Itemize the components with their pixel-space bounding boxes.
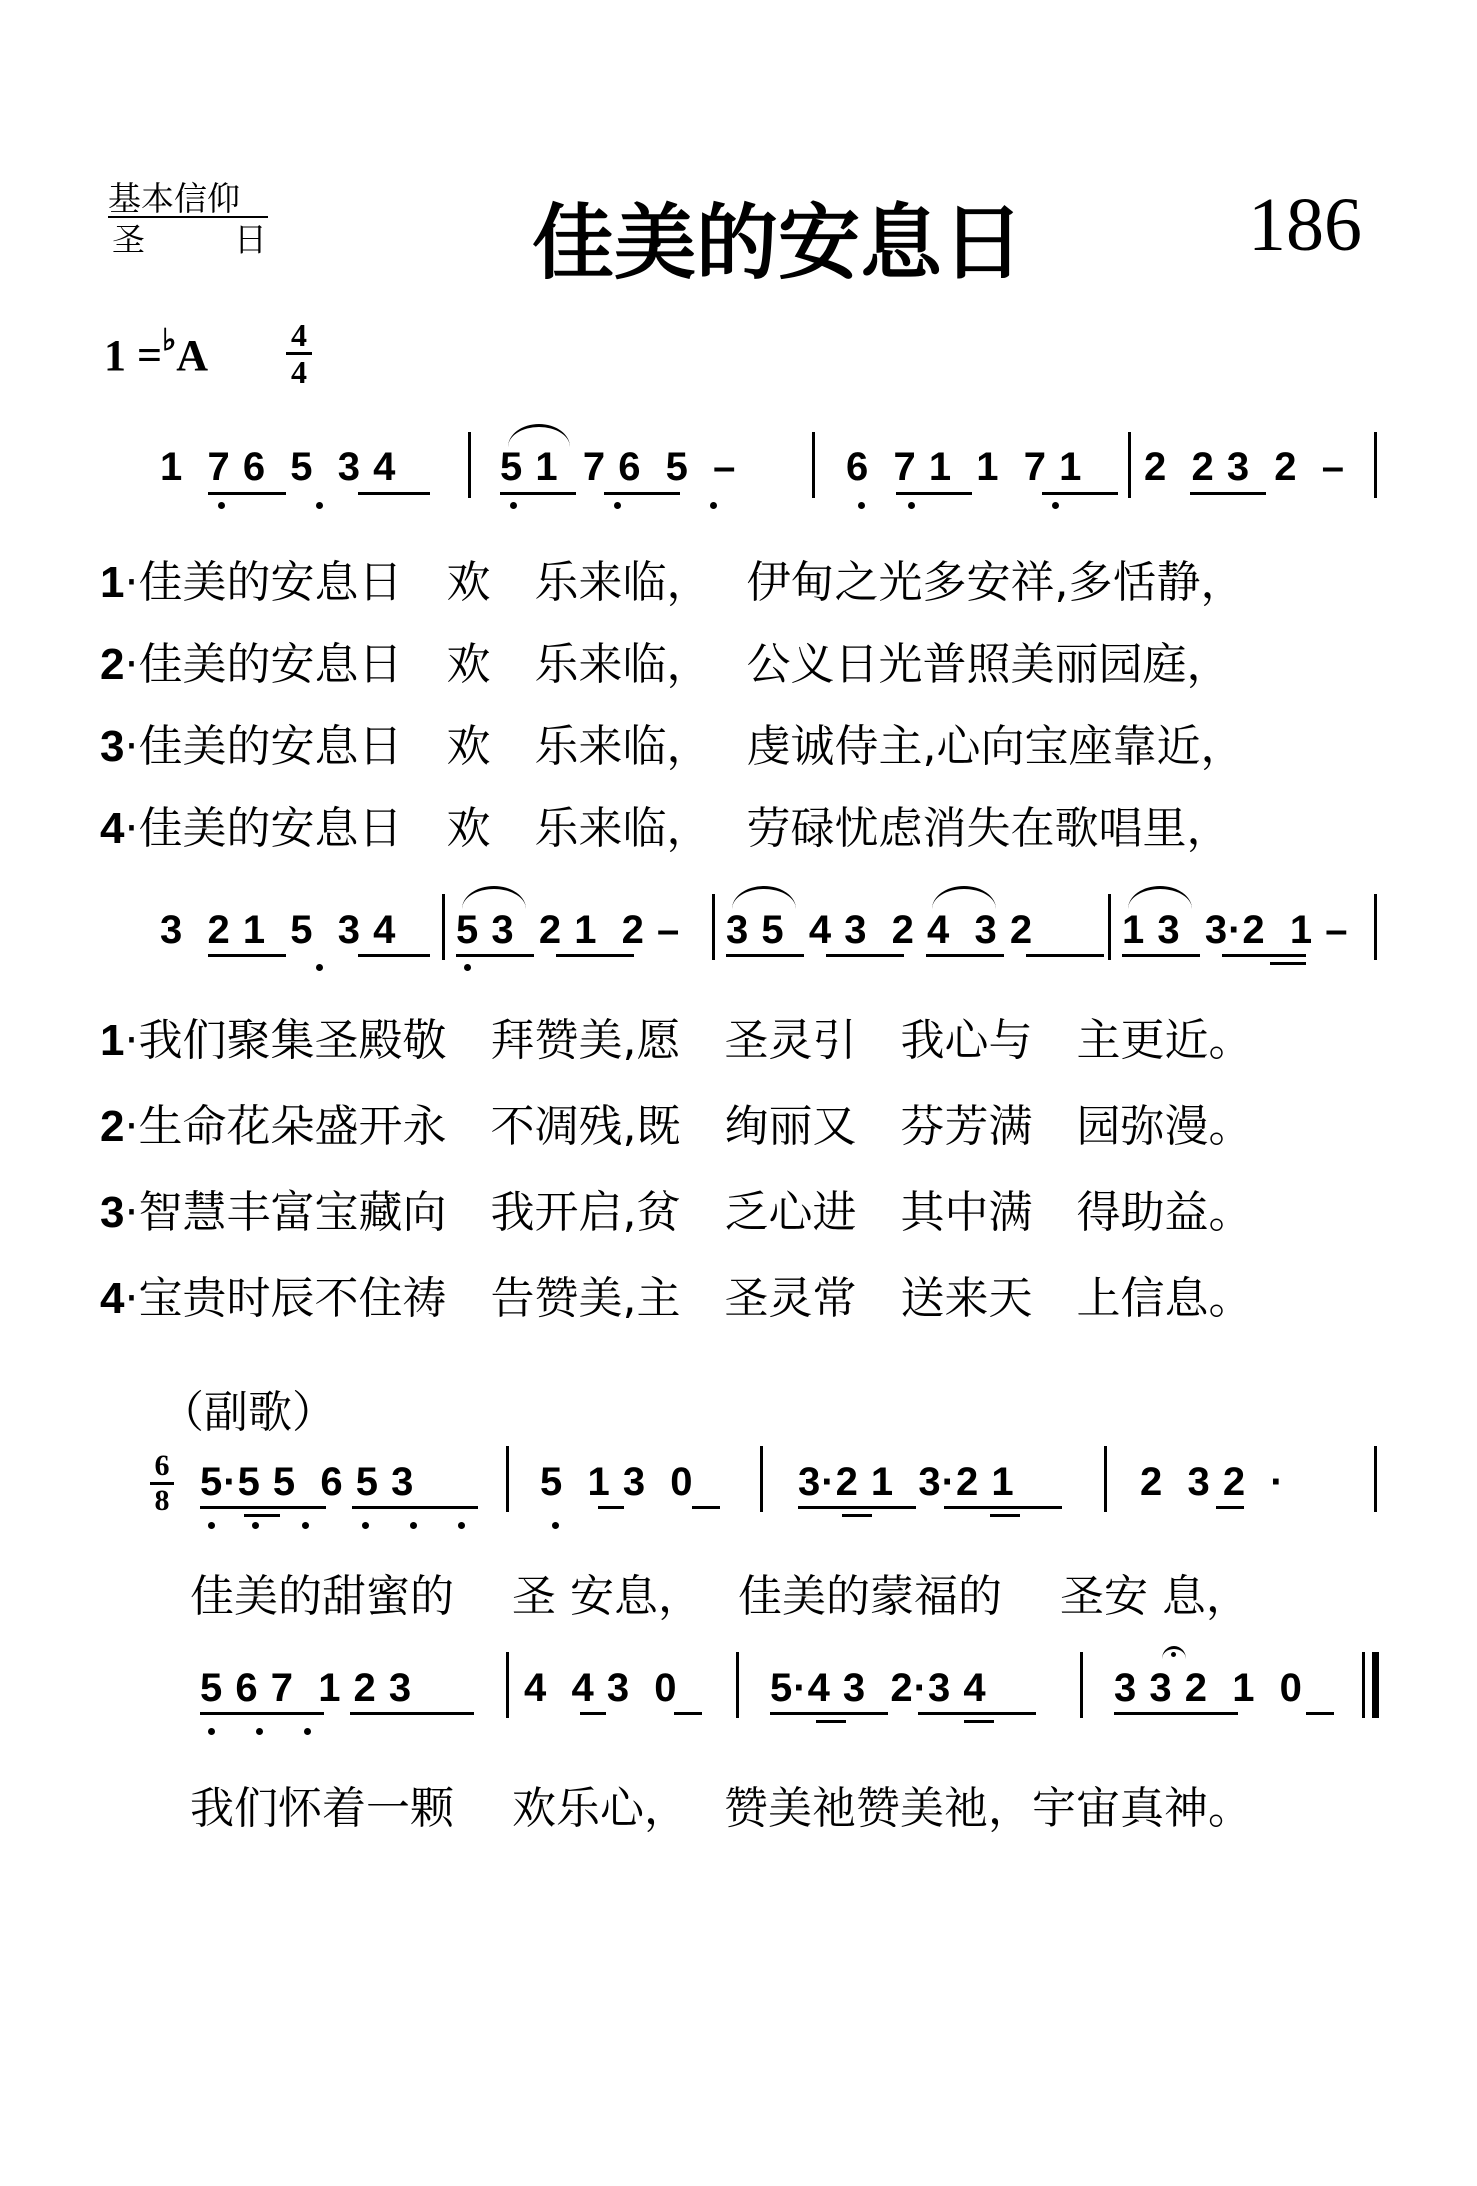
beam [358, 492, 430, 495]
measure: 1 7 6 5 3 4 [160, 445, 397, 489]
measure: 3 5 4 3 2 4 3 2 [726, 908, 1034, 952]
measure: 5 1 3 0 [540, 1460, 694, 1504]
beam [208, 954, 286, 957]
key-note: A [176, 331, 209, 380]
slur [732, 886, 796, 909]
category-top: 基本信仰 [108, 182, 268, 218]
final-barline-thin [1362, 1652, 1365, 1718]
time-signature [286, 317, 312, 390]
octave-dot [252, 1522, 259, 1529]
lyric-text: ·佳美的安息日 欢 乐来临， 公义日光普照美丽园庭， [124, 639, 1231, 690]
time-bottom: 8 [154, 1484, 170, 1517]
hymn-title: 佳美的安息日 [532, 196, 1025, 291]
measure: 5 6 7 1 2 3 [200, 1666, 413, 1710]
octave-dot [464, 964, 471, 971]
barline [812, 432, 815, 498]
time-top: 6 [154, 1449, 170, 1482]
barline [506, 1652, 509, 1718]
beam [926, 954, 1004, 957]
verse-lyric [100, 1176, 1252, 1240]
chorus-lyric: 佳美的甜蜜的 圣 安息， 佳美的蒙福的 圣安 息， [190, 1571, 1250, 1622]
measure: 5·4 3 2·3 4 [770, 1666, 987, 1710]
verse-number: 1 [100, 1016, 125, 1065]
verse-number: 1 [100, 558, 125, 607]
measure: 3 3 2 1 0 [1114, 1666, 1303, 1710]
category-bottom-left: 圣 [112, 220, 145, 259]
verse-lyric [100, 1262, 1252, 1326]
octave-dot [908, 502, 915, 509]
measure: 4 4 3 0 [524, 1666, 678, 1710]
chorus-time-signature [150, 1449, 174, 1517]
octave-dot [552, 1522, 559, 1529]
measure: 2 3 2 · [1140, 1460, 1285, 1504]
barline [1080, 1652, 1083, 1718]
verse-number: 3 [100, 1188, 125, 1237]
beam [358, 954, 430, 957]
beam [1222, 954, 1306, 957]
beam [456, 954, 534, 957]
barline [1374, 894, 1377, 960]
beam [990, 1514, 1020, 1517]
octave-dot [256, 1728, 263, 1735]
beam [598, 1506, 624, 1509]
beam [244, 1514, 280, 1517]
beam [918, 1712, 1036, 1715]
beam [726, 954, 804, 957]
octave-dot [710, 502, 717, 509]
slur [462, 886, 526, 909]
verse-number: 2 [100, 1102, 125, 1151]
verse-number: 3 [100, 722, 125, 771]
barline [506, 1446, 509, 1512]
verse-number: 4 [100, 1274, 125, 1323]
octave-dot [614, 502, 621, 509]
octave-dot [316, 502, 323, 509]
beam [674, 1712, 702, 1715]
octave-dot [858, 502, 865, 509]
beam [1306, 1712, 1334, 1715]
flat-icon: ♭ [162, 324, 177, 357]
beam [798, 1506, 916, 1509]
barline [1374, 432, 1377, 498]
beam [352, 1506, 478, 1509]
beam [1190, 492, 1266, 495]
verse-lyric [100, 628, 1230, 692]
beam [770, 1712, 888, 1715]
beam [896, 492, 972, 495]
hymn-number: 186 [1248, 183, 1362, 267]
key-signature [104, 324, 209, 381]
beam [1042, 492, 1118, 495]
lyric-text: ·宝贵时辰不住祷 告赞美,主 圣灵常 送来天 上信息。 [124, 1273, 1253, 1324]
beam [964, 1720, 994, 1723]
beam [500, 492, 576, 495]
beam [1216, 1506, 1244, 1509]
octave-dot [510, 502, 517, 509]
beam [1114, 1712, 1238, 1715]
measure: 1 3 3·2 1 – [1122, 908, 1349, 952]
chorus-lyric: 我们怀着一颗 欢乐心， 赞美祂赞美祂，宇宙真神。 [190, 1783, 1252, 1834]
beam [1122, 954, 1200, 957]
octave-dot [410, 1522, 417, 1529]
measure: 3 2 1 5 3 4 [160, 908, 397, 952]
beam [200, 1506, 326, 1509]
measure: 3·2 1 3·2 1 [798, 1460, 1015, 1504]
octave-dot [458, 1522, 465, 1529]
lyric-text: ·生命花朵盛开永 不凋残,既 绚丽又 芬芳满 园弥漫。 [124, 1101, 1253, 1152]
barline [1128, 432, 1131, 498]
beam [580, 1712, 606, 1715]
octave-dot [208, 1522, 215, 1529]
verse-number: 2 [100, 640, 125, 689]
measure: 6 7 1 1 7 1 [846, 445, 1083, 489]
beam [826, 954, 904, 957]
lyric-text: ·佳美的安息日 欢 乐来临， 伊甸之光多安祥,多恬静， [124, 557, 1245, 608]
lyric-text: ·佳美的安息日 欢 乐来临， 劳碌忧虑消失在歌唱里， [124, 803, 1231, 854]
key-label: 1 = [104, 331, 163, 380]
category-bottom-right: 日 [234, 220, 267, 259]
verse-lyric [100, 792, 1230, 856]
beam [692, 1506, 720, 1509]
slur [932, 886, 996, 909]
beam [604, 492, 680, 495]
measure: 2 2 3 2 – [1144, 445, 1346, 489]
beam [842, 1514, 872, 1517]
lyric-text: ·智慧丰富宝藏向 我开启,贫 乏心进 其中满 得助益。 [124, 1187, 1253, 1238]
beam [556, 954, 634, 957]
verse-lyric [100, 710, 1244, 774]
barline [712, 894, 715, 960]
octave-dot [304, 1728, 311, 1735]
barline [736, 1652, 739, 1718]
beam [200, 1712, 324, 1715]
octave-dot [362, 1522, 369, 1529]
slur [508, 424, 570, 447]
beam [208, 492, 286, 495]
time-top: 4 [291, 317, 307, 353]
octave-dot [208, 1728, 215, 1735]
final-barline-thick [1372, 1652, 1379, 1718]
slur [1128, 886, 1192, 909]
beam [1270, 962, 1306, 965]
verse-lyric [100, 1090, 1252, 1154]
fermata-dot [1171, 1652, 1176, 1657]
barline [760, 1446, 763, 1512]
beam [1026, 954, 1104, 957]
measure: 5 1 7 6 5 – [500, 445, 737, 489]
chorus-label: （副歌） [160, 1387, 336, 1438]
barline [468, 432, 471, 498]
category-label [108, 179, 278, 262]
octave-dot [316, 964, 323, 971]
verse-number: 4 [100, 804, 125, 853]
measure: 5·5 5 6 5 3 [200, 1460, 415, 1504]
verse-lyric [100, 1004, 1252, 1068]
octave-dot [1052, 502, 1059, 509]
barline [1108, 894, 1111, 960]
octave-dot [218, 502, 225, 509]
beam [944, 1506, 1062, 1509]
beam [816, 1720, 846, 1723]
verse-lyric [100, 546, 1244, 610]
beam [350, 1712, 474, 1715]
barline [1104, 1446, 1107, 1512]
barline [1374, 1446, 1377, 1512]
barline [442, 894, 445, 960]
lyric-text: ·我们聚集圣殿敬 拜赞美,愿 圣灵引 我心与 主更近。 [124, 1015, 1253, 1066]
measure: 5 3 2 1 2 – [456, 908, 681, 952]
time-bottom: 4 [291, 354, 307, 390]
lyric-text: ·佳美的安息日 欢 乐来临， 虔诚侍主,心向宝座靠近， [124, 721, 1245, 772]
octave-dot [302, 1522, 309, 1529]
